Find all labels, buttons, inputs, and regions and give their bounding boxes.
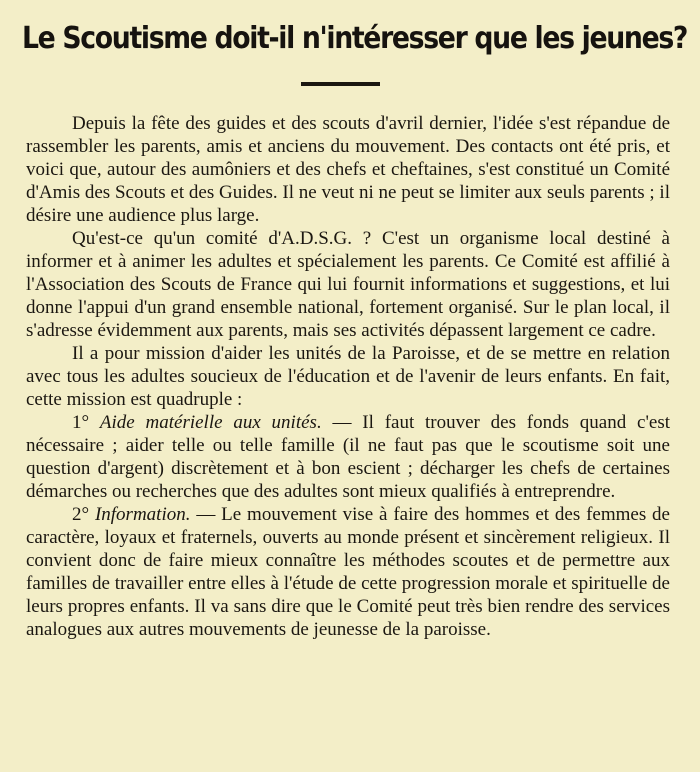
- paragraph-3: Il a pour mission d'aider les unités de la Paroisse, et de se mettre en relation avec tous les adultes soucieux de l'éducation et de l'avenir de leurs enfants. En fait, cette mission est quadruple :: [26, 343, 670, 410]
- paragraph-2: Qu'est-ce qu'un comité d'A.D.S.G. ? C'est un organisme local destiné à informer et à animer les adultes et spécialement les parents. Ce Comité est affilié à l'Association des Scouts de France qui lui fournit informations et suggestions, et lui donne l'appui d'un grand ensemble national, fortement organisé. Sur le plan local, il s'adresse évidemment aux parents, mais ses activités dépassent largement ce cadre.: [26, 228, 670, 341]
- mission-item-2-text: — Le mouvement vise à faire des hommes et des femmes de caractère, loyaux et fraternels, ouverts au monde présent et sincèrement religieux. Il convient donc de faire mieux connaître les méthodes scoutes et de permettre aux familles de travailler entre elles à l'étude de cette progression morale et spirituelle de leurs propres enfants. Il va sans dire que le Comité peut très bien rendre des services analogues aux autres mouvements de jeunesse de la paroisse.: [26, 504, 670, 640]
- article-body: [26, 112, 670, 641]
- mission-item-2-heading: Information.: [94, 504, 191, 525]
- mission-item-1: [26, 411, 670, 503]
- paragraph-1: Depuis la fête des guides et des scouts d'avril dernier, l'idée s'est répandue de rassembler les parents, amis et anciens du mouvement. Des contacts ont été pris, et voici que, autour des aumôniers et des chefs et cheftaines, s'est constitué un Comité d'Amis des Scouts et des Guides. Il ne veut ni ne peut se limiter aux seuls parents ; il désire une audience plus large.: [26, 113, 670, 226]
- title-rule: [301, 82, 380, 86]
- mission-item-1-heading: Aide matérielle aux unités.: [99, 412, 322, 433]
- mission-item-1-number: 1°: [72, 412, 90, 433]
- mission-item-2: [26, 503, 670, 641]
- article-title: Le Scoutisme doit-il n'intéresser que les jeunes?: [22, 21, 688, 56]
- mission-item-2-number: 2°: [72, 504, 90, 525]
- mission-item-1-text: — Il faut trouver des fonds quand c'est nécessaire ; aider telle ou telle famille (il ne faut pas que le scoutisme soit une question d'argent) discrètement et à bon escient ; décharger les chefs de certaines démarches ou recherches que des adultes sont mieux qualifiés à entreprendre.: [26, 412, 670, 502]
